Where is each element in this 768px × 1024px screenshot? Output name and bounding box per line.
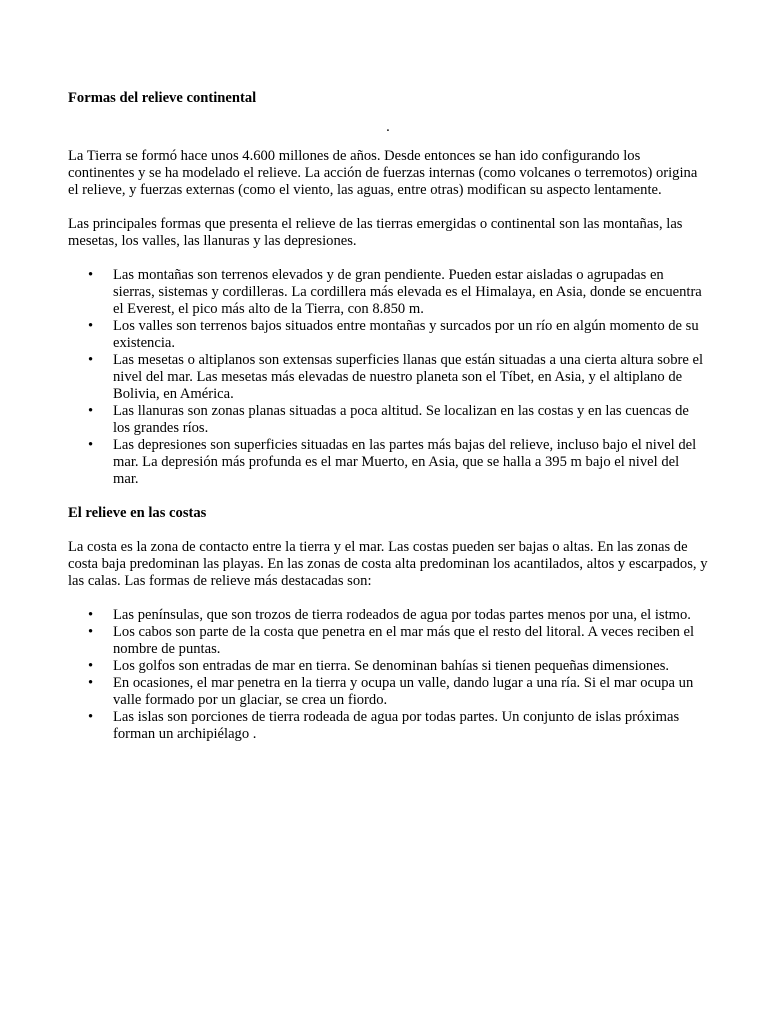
list-item-mesetas: • Las mesetas o altiplanos son extensas superficies llanas que están situadas a una cierta altura sobre el nivel del mar. Las mesetas más elevadas de nuestro planeta son el Tíbet, en Asia, y el altiplano de Bolivia, en América. — [68, 352, 708, 403]
list-item-llanuras: • Las llanuras son zonas planas situadas a poca altitud. Se localizan en las costas y en las cuencas de los grandes ríos. — [68, 403, 708, 437]
list-item-peninsulas: • Las penínsulas, que son trozos de tierra rodeados de agua por todas partes menos por una, el istmo. — [68, 607, 708, 624]
list-item-cabos: • Los cabos son parte de la costa que penetra en el mar más que el resto del litoral. A veces reciben el nombre de puntas. — [68, 624, 708, 658]
coastal-forms-list — [68, 607, 708, 743]
paragraph-principales-formas: Las principales formas que presenta el relieve de las tierras emergidas o continental son las montañas, las mesetas, los valles, las llanuras y las depresiones. — [68, 216, 683, 249]
list-item-valles: • Los valles son terrenos bajos situados entre montañas y surcados por un río en algún momento de su existencia. — [68, 318, 708, 352]
continental-forms-list — [68, 267, 708, 488]
centered-dot: . — [386, 119, 390, 135]
document-page — [68, 90, 708, 743]
list-item-islas: • Las islas son porciones de tierra rodeada de agua por todas partes. Un conjunto de islas próximas forman un archipiélago . — [68, 709, 708, 743]
section-heading-relieve-continental: Formas del relieve continental — [68, 90, 257, 106]
list-item-rias: • En ocasiones, el mar penetra en la tierra y ocupa un valle, dando lugar a una ría. Si el mar ocupa un valle formado por un glaciar, se crea un fiordo. — [68, 675, 708, 709]
paragraph-intro: La Tierra se formó hace unos 4.600 millones de años. Desde entonces se han ido configurando los continentes y se ha modelado el relieve. La acción de fuerzas internas (como volcanes o terremotos) origina el relieve, y fuerzas externas (como el viento, las aguas, entre otras) modifican su aspecto lentamente. — [68, 148, 698, 198]
list-item-montanas: • Las montañas son terrenos elevados y de gran pendiente. Pueden estar aisladas o agrupadas en sierras, sistemas y cordilleras. La cordillera más elevada es el Himalaya, en Asia, donde se encuentra el Everest, el pico más alto de la Tierra, con 8.850 m. — [68, 267, 708, 318]
paragraph-costa: La costa es la zona de contacto entre la tierra y el mar. Las costas pueden ser bajas o altas. En las zonas de costa baja predominan las playas. En las zonas de costa alta predominan los acantilados, altos y escarpados, y las calas. Las formas de relieve más destacadas son: — [68, 539, 708, 589]
section-heading-relieve-costas: El relieve en las costas — [68, 505, 207, 521]
list-item-golfos: • Los golfos son entradas de mar en tierra. Se denominan bahías si tienen pequeñas dimensiones. — [68, 658, 708, 675]
list-item-depresiones: • Las depresiones son superficies situadas en las partes más bajas del relieve, incluso bajo el nivel del mar. La depresión más profunda es el mar Muerto, en Asia, que se halla a 395 m bajo el nivel del mar. — [68, 437, 708, 488]
